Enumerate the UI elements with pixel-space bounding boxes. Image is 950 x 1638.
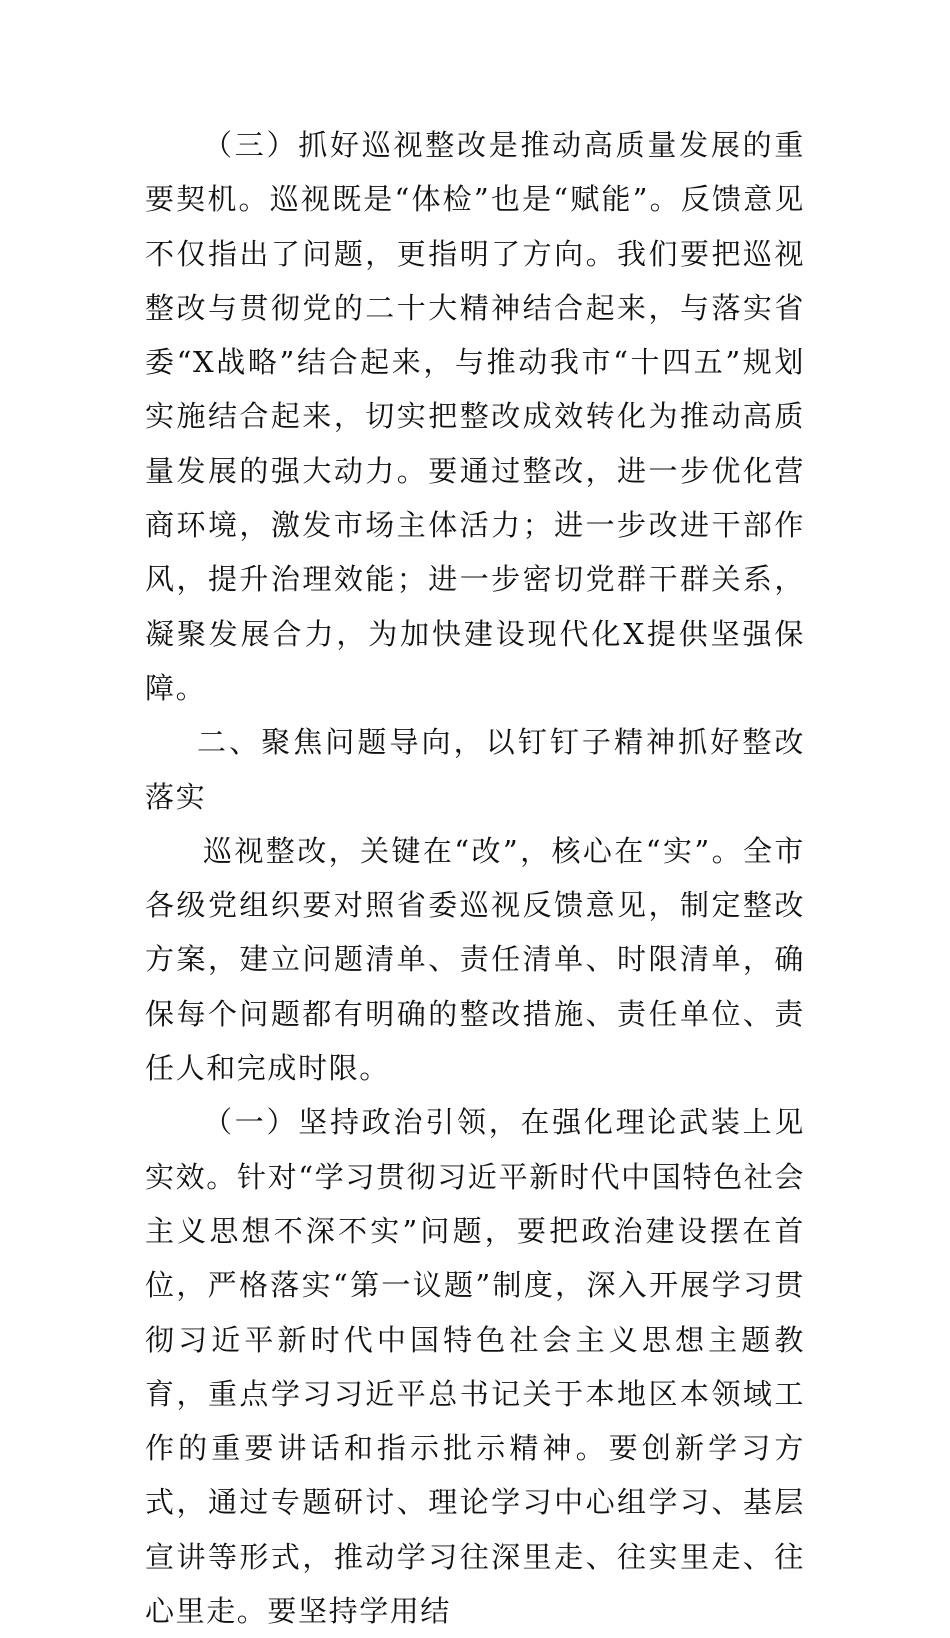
paragraph-political-leadership: （一）坚持政治引领，在强化理论武装上见实效。针对“学习贯彻习近平新时代中国特色社会主义思想不深不实”问题，要把政治建设摆在首位，严格落实“第一议题”制度，深入开展学习贯彻习近平新时代中国特色社会主义思想主题教育，重点学习习近平总书记关于本地区本领域工作的重要讲话和指示批示精神。要创新学习方式，通过专题研讨、理论学习中心组学习、基层宣讲等形式，推动学习往深里走、往实里走、往心里走。要坚持学用结 <box>145 1105 805 1629</box>
paragraph-rectification-key: 巡视整改，关键在“改”，核心在“实”。全市各级党组织要对照省委巡视反馈意见，制定整改方案，建立问题清单、责任清单、时限清单，确保每个问题都有明确的整改措施、责任单位、责任人和完成时限。 <box>145 833 805 1086</box>
paragraph-rectification-opportunity: （三）抓好巡视整改是推动高质量发展的重要契机。巡视既是“体检”也是“赋能”。反馈意见不仅指出了问题，更指明了方向。我们要把巡视整改与贯彻党的二十大精神结合起来，与落实省委“X战略”结合起来，与推动我市“十四五”规划实施结合起来，切实把整改成效转化为推动高质量发展的强大动力。要通过整改，进一步优化营商环境，激发市场主体活力；进一步改进干部作风，提升治理效能；进一步密切党群干群关系，凝聚发展合力，为加快建设现代化X提供坚强保障。 <box>145 128 805 705</box>
section-heading-two: 二、聚焦问题导向，以钉钉子精神抓好整改落实 <box>145 725 805 814</box>
document-body <box>145 118 805 1638</box>
